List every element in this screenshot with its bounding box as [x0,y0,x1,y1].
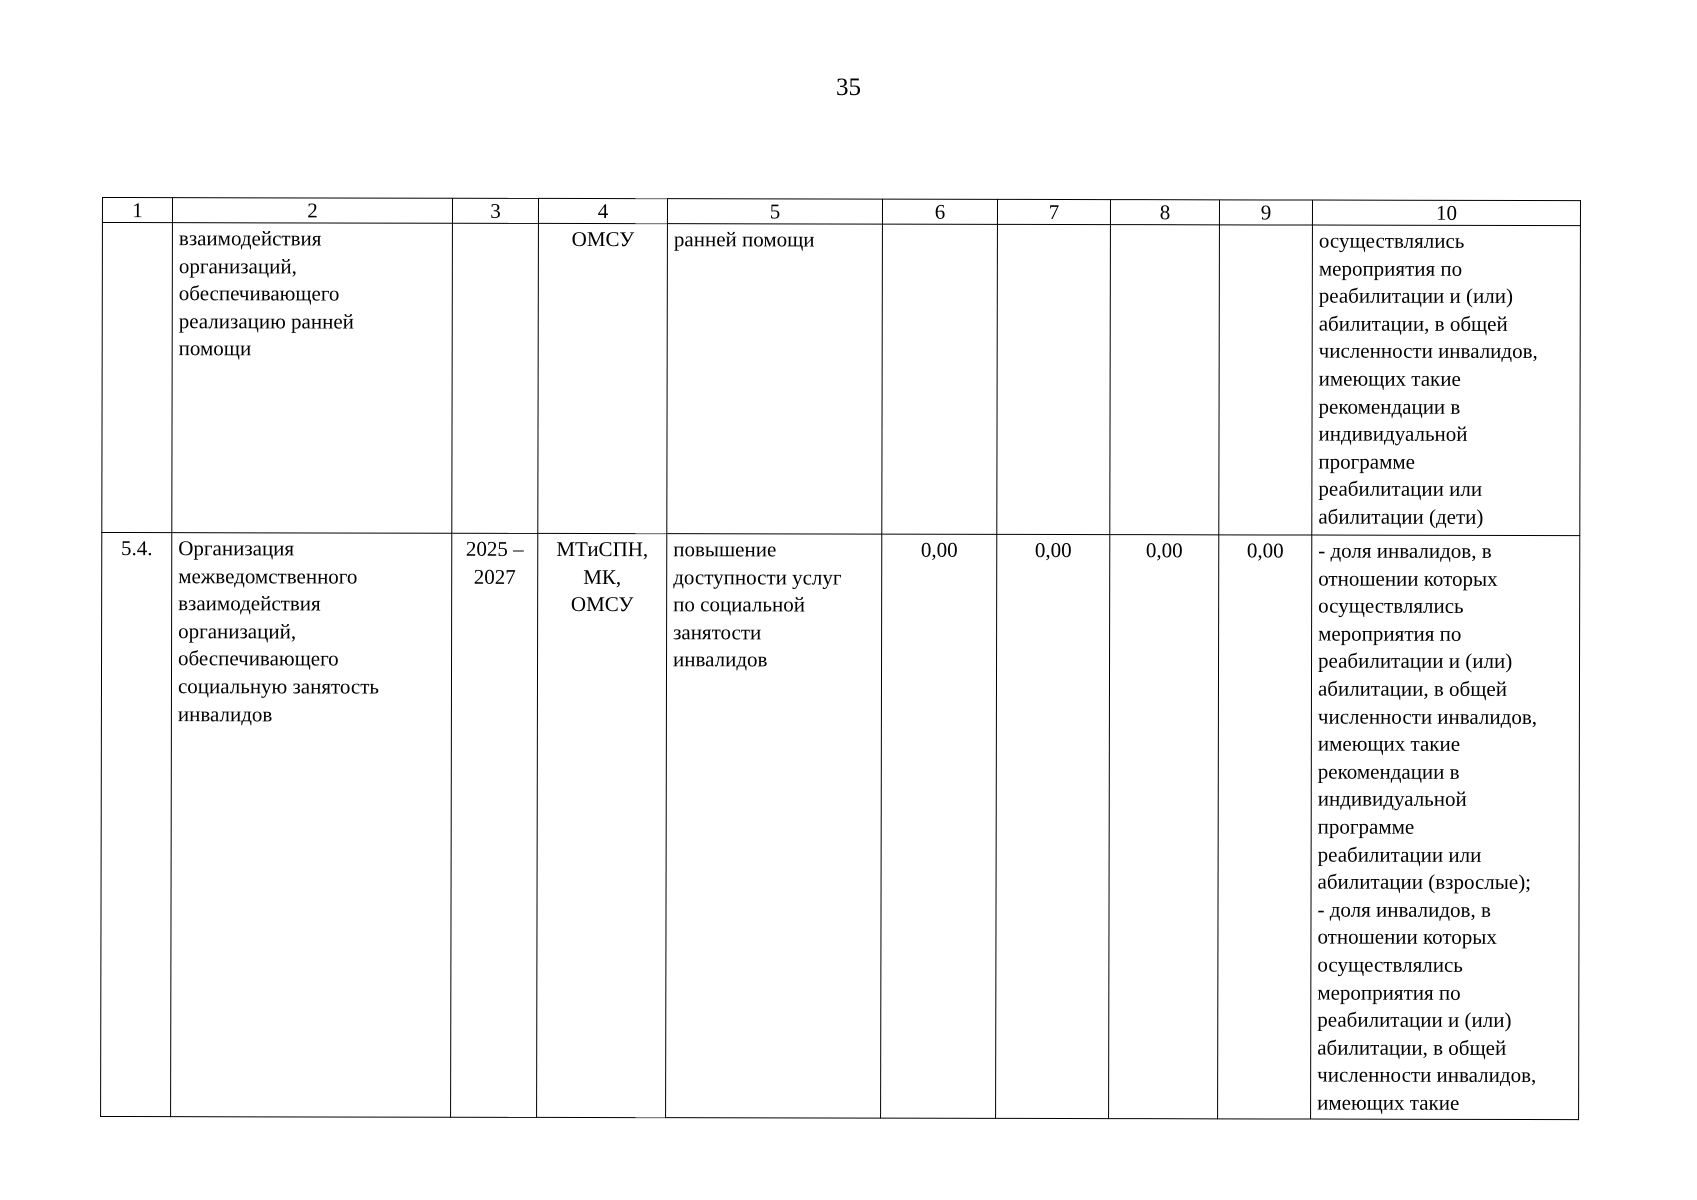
row-number-cell [102,223,173,533]
column-header: 9 [1219,200,1312,225]
page-number: 35 [836,74,861,101]
period-cell [452,223,539,533]
table-row [101,533,1580,1121]
value-cell: 0,00 [1109,535,1219,1120]
program-activities-table [100,197,1581,1121]
column-header: 8 [1110,200,1219,225]
value-cell [1219,225,1313,535]
result-cell: ранней помощи [667,224,883,534]
column-header: 4 [538,198,667,223]
column-header: 6 [882,199,997,224]
activity-name-cell: Организация межведомственного взаимодействия организаций, обеспечивающего социальную занятость инвалидов [171,533,452,1118]
column-header: 7 [997,199,1110,224]
indicator-cell: осуществлялись мероприятия по реабилитации и (или) абилитации, в общей численности инвалидов, имеющих такие рекомендации в индивидуальной программе реабилитации или абилитации (дети) [1312,225,1581,536]
column-header: 3 [452,198,538,223]
executor-cell: МТиСПН, МК, ОМСУ [537,533,667,1118]
executor-cell: ОМСУ [538,223,668,533]
result-cell: повышение доступности услуг по социальной занятости инвалидов [666,534,882,1119]
row-number-cell: 5.4. [101,533,172,1118]
value-cell: 0,00 [1218,535,1312,1120]
indicator-cell: - доля инвалидов, в отношении которых осуществлялись мероприятия по реабилитации и (или) абилитации, в общей численности инвалидов, имеющих такие рекомендации в индивидуальной программе реабилитации или абилитации (взрослые); - доля инвалидов, в отношении которых осуществлялись мероприятия по реабилитации и (или) абилитации, в общей численности инвалидов, имеющих такие [1311,535,1580,1120]
value-cell [997,224,1111,534]
value-cell: 0,00 [996,534,1110,1119]
column-header: 5 [667,199,882,224]
period-cell: 2025 – 2027 [451,533,538,1118]
activity-name-cell: взаимодействия организаций, обеспечивающего реализацию ранней помощи [172,223,453,534]
column-header: 1 [102,198,172,223]
value-cell [1110,225,1220,535]
value-cell [882,224,998,534]
column-header: 2 [172,198,452,224]
table-row [102,223,1581,536]
value-cell: 0,00 [881,534,997,1119]
table-header-row [102,198,1580,226]
column-header: 10 [1312,200,1580,226]
